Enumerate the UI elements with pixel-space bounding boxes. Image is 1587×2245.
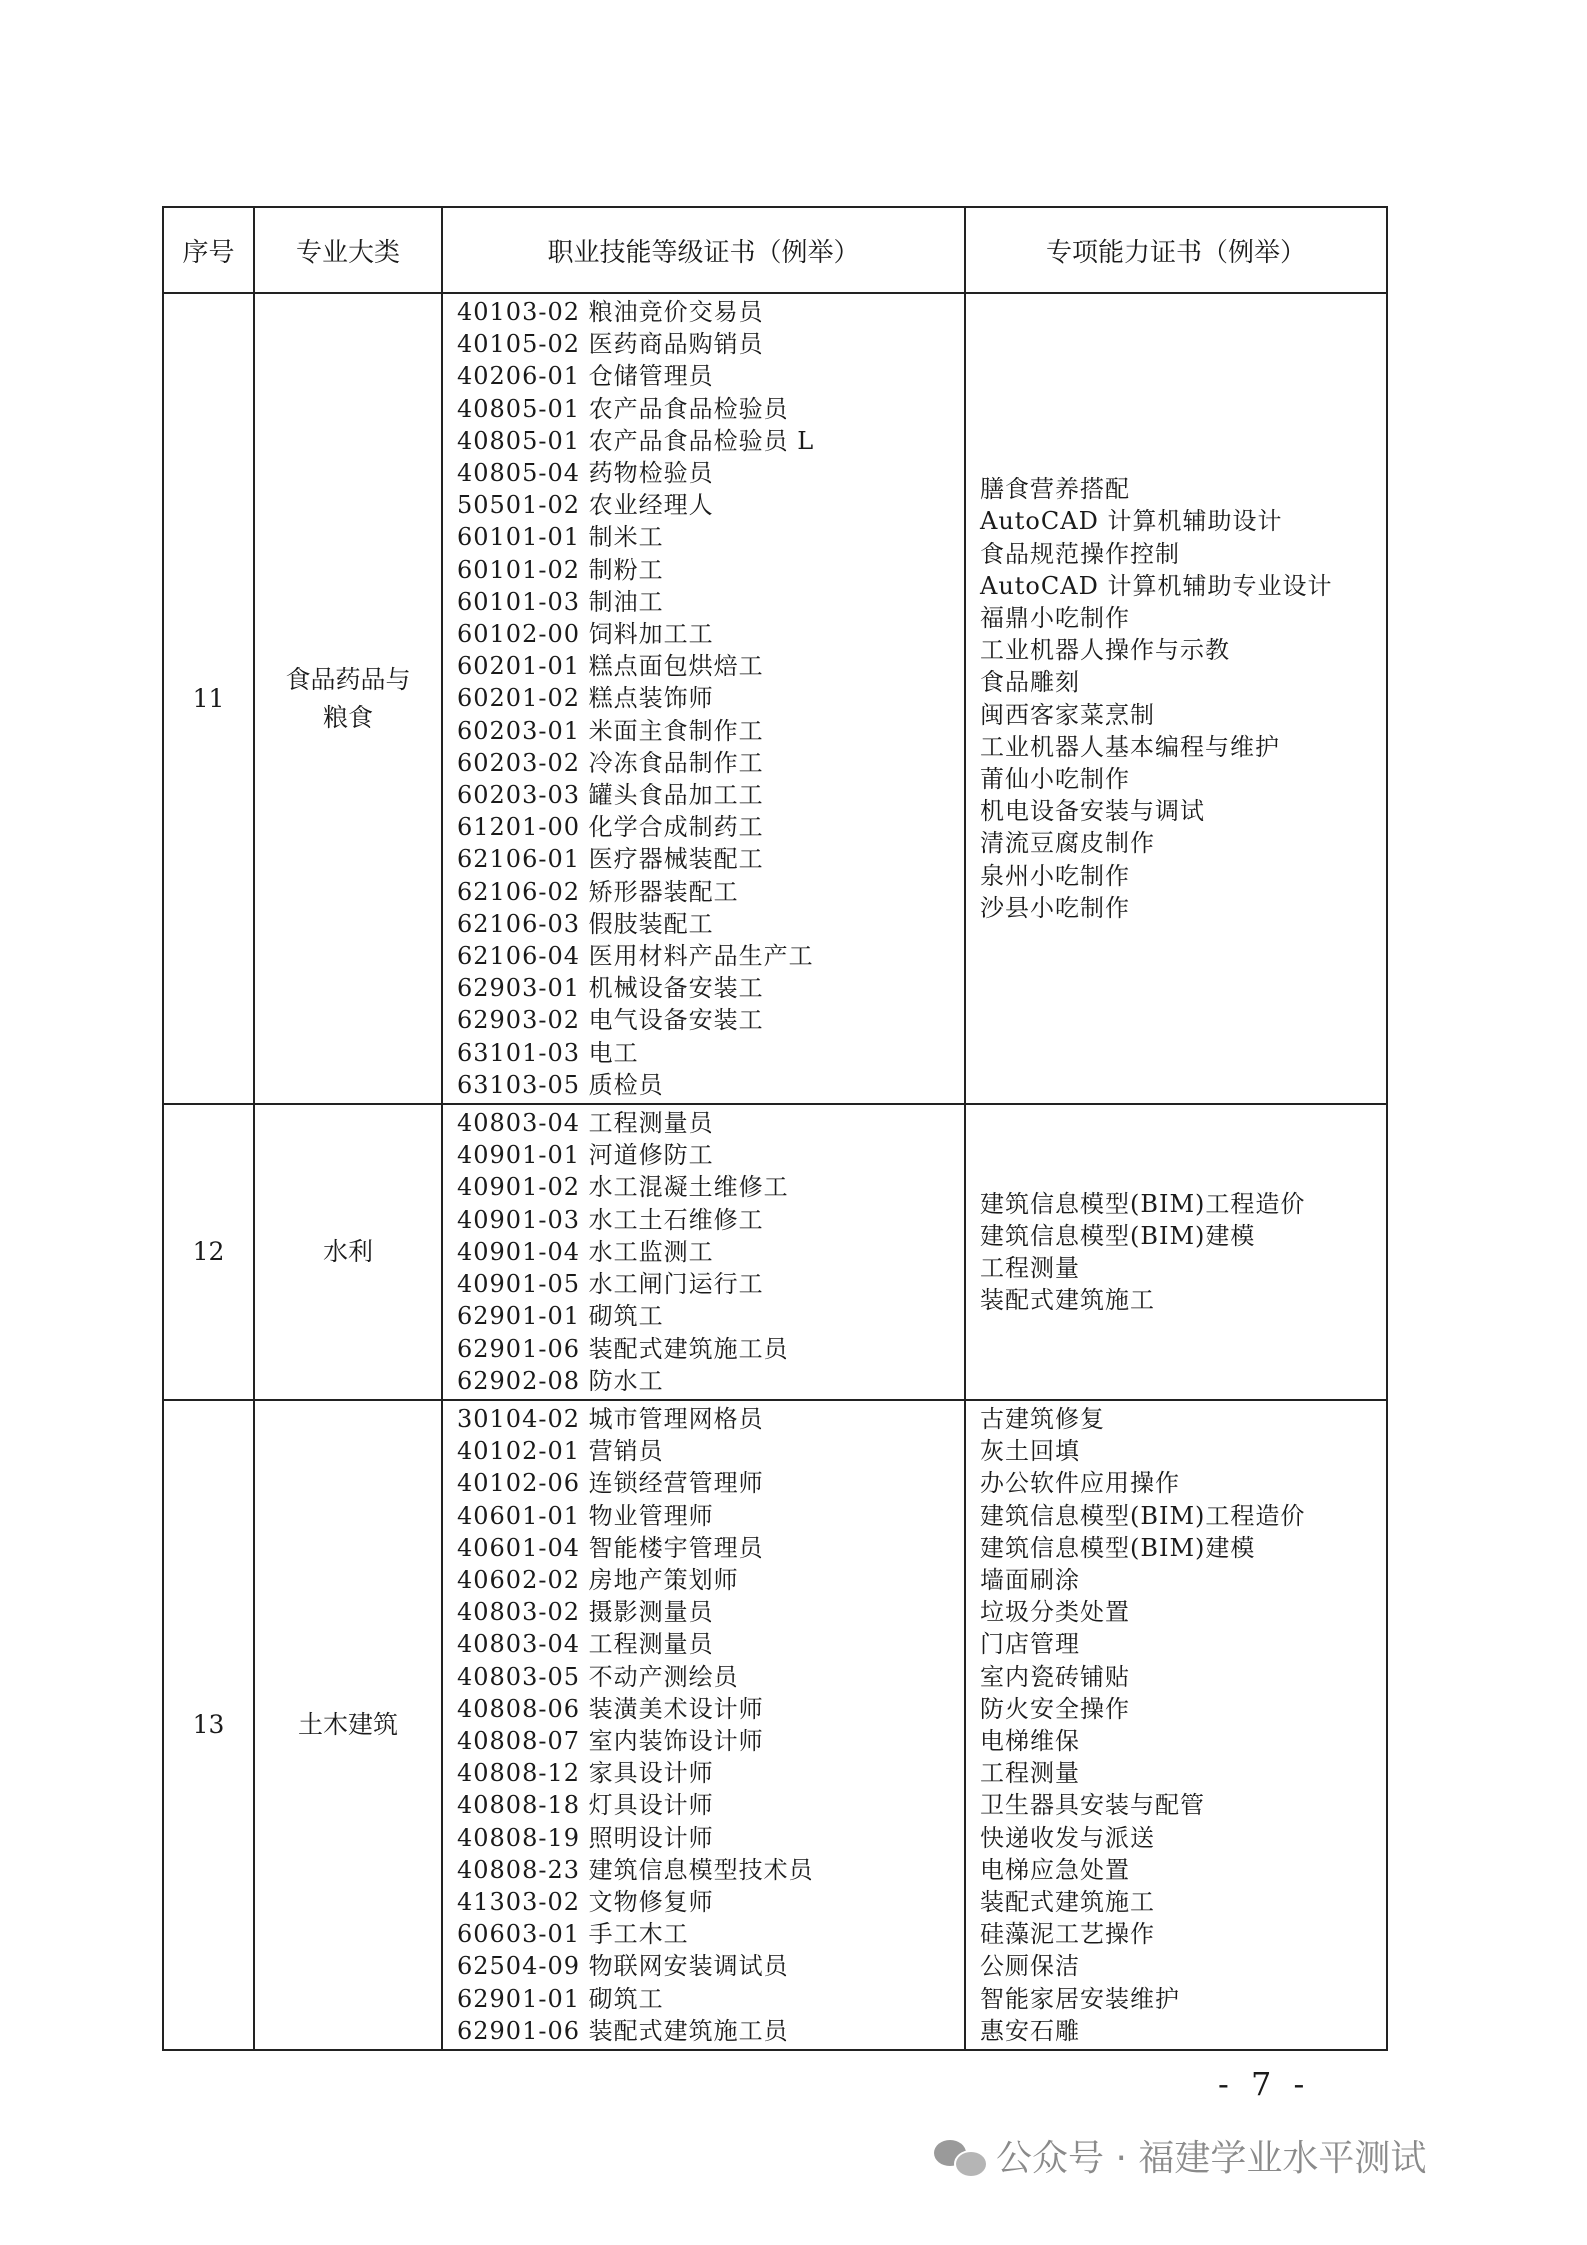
vocational-cert-item: 40601-04 智能楼宇管理员	[457, 1533, 764, 1562]
vocational-cert-item: 62106-04 医用材料产品生产工	[457, 942, 814, 971]
vocational-cert-item: 62504-09 物联网安装调试员	[457, 1952, 789, 1981]
vocational-cert-item: 60102-00 饲料加工工	[457, 620, 714, 649]
certificate-table-container	[162, 206, 1386, 2051]
special-cert-item: 福鼎小吃制作	[980, 603, 1130, 632]
special-cert-item: 灰土回填	[980, 1437, 1080, 1466]
special-cert-item: 电梯维保	[980, 1726, 1080, 1755]
vocational-cert-item: 40808-12 家具设计师	[457, 1759, 714, 1788]
row-category: 水利	[254, 1104, 442, 1400]
row-category: 土木建筑	[254, 1400, 442, 2050]
header-index: 序号	[163, 207, 254, 293]
special-cert-item: 食品规范操作控制	[980, 539, 1180, 568]
special-cert-item: 建筑信息模型(BIM)建模	[980, 1533, 1256, 1562]
special-cert-cell	[965, 1104, 1387, 1400]
table-row	[163, 1400, 1387, 2050]
header-vocational-cert: 职业技能等级证书（例举）	[442, 207, 965, 293]
row-index: 11	[163, 293, 254, 1104]
vocational-cert-item: 61201-00 化学合成制药工	[457, 813, 764, 842]
vocational-cert-item: 40901-04 水工监测工	[457, 1237, 714, 1266]
special-cert-item: 建筑信息模型(BIM)建模	[980, 1221, 1256, 1250]
special-cert-item: 膳食营养搭配	[980, 475, 1130, 504]
special-cert-item: 工业机器人操作与示教	[980, 636, 1230, 665]
vocational-cert-item: 40803-04 工程测量员	[457, 1109, 714, 1138]
special-cert-item: 电梯应急处置	[980, 1855, 1130, 1884]
vocational-cert-item: 40808-18 灯具设计师	[457, 1791, 714, 1820]
watermark-text: 公众号 · 福建学业水平测试	[996, 2138, 1427, 2179]
special-cert-item: 防火安全操作	[980, 1694, 1130, 1723]
vocational-cert-item: 62901-01 砌筑工	[457, 1984, 664, 2013]
special-cert-item: 硅藻泥工艺操作	[980, 1920, 1155, 1949]
row-category: 食品药品与 粮食	[254, 293, 442, 1104]
vocational-cert-item: 60603-01 手工木工	[457, 1920, 689, 1949]
special-cert-item: 食品雕刻	[980, 668, 1080, 697]
special-cert-item: 惠安石雕	[980, 2016, 1080, 2045]
special-cert-item: 门店管理	[980, 1630, 1080, 1659]
vocational-cert-cell	[442, 1104, 965, 1400]
vocational-cert-item: 40808-19 照明设计师	[457, 1823, 714, 1852]
special-cert-item: 公厕保洁	[980, 1952, 1080, 1981]
vocational-cert-item: 62903-01 机械设备安装工	[457, 974, 764, 1003]
vocational-cert-item: 62903-02 电气设备安装工	[457, 1006, 764, 1035]
header-special-cert: 专项能力证书（例举）	[965, 207, 1387, 293]
vocational-cert-item: 40805-04 药物检验员	[457, 459, 714, 488]
vocational-cert-cell	[442, 293, 965, 1104]
special-cert-item: 机电设备安装与调试	[980, 797, 1205, 826]
vocational-cert-item: 40803-04 工程测量员	[457, 1630, 714, 1659]
vocational-cert-item: 40803-05 不动产测绘员	[457, 1662, 739, 1691]
vocational-cert-item: 40808-23 建筑信息模型技术员	[457, 1855, 814, 1884]
vocational-cert-item: 62901-06 装配式建筑施工员	[457, 1334, 789, 1363]
vocational-cert-item: 30104-02 城市管理网格员	[457, 1404, 764, 1433]
watermark	[934, 2130, 1426, 2181]
vocational-cert-item: 40901-02 水工混凝土维修工	[457, 1173, 789, 1202]
vocational-cert-cell	[442, 1400, 965, 2050]
special-cert-item: 智能家居安装维护	[980, 1984, 1180, 2013]
vocational-cert-item: 40102-06 连锁经营管理师	[457, 1469, 764, 1498]
vocational-cert-item: 60203-03 罐头食品加工工	[457, 781, 764, 810]
vocational-cert-item: 40102-01 营销员	[457, 1437, 664, 1466]
special-cert-cell	[965, 293, 1387, 1104]
table-header-row	[163, 207, 1387, 293]
special-cert-item: 工业机器人基本编程与维护	[980, 732, 1280, 761]
special-cert-item: 沙县小吃制作	[980, 893, 1130, 922]
vocational-cert-item: 40206-01 仓储管理员	[457, 362, 714, 391]
special-cert-item: 卫生器具安装与配管	[980, 1791, 1205, 1820]
vocational-cert-item: 50501-02 农业经理人	[457, 491, 714, 520]
header-category: 专业大类	[254, 207, 442, 293]
vocational-cert-item: 40805-01 农产品食品检验员 L	[457, 426, 815, 455]
vocational-cert-item: 40602-02 房地产策划师	[457, 1565, 739, 1594]
row-index: 13	[163, 1400, 254, 2050]
vocational-cert-item: 60203-01 米面主食制作工	[457, 716, 764, 745]
special-cert-item: 装配式建筑施工	[980, 1887, 1155, 1916]
page-number: - 7 -	[1218, 2065, 1311, 2103]
special-cert-item: 室内瓷砖铺贴	[980, 1662, 1130, 1691]
vocational-cert-item: 60101-03 制油工	[457, 587, 664, 616]
special-cert-item: 清流豆腐皮制作	[980, 829, 1155, 858]
vocational-cert-item: 40901-01 河道修防工	[457, 1141, 714, 1170]
table-row	[163, 1104, 1387, 1400]
vocational-cert-item: 40103-02 粮油竞价交易员	[457, 298, 764, 326]
special-cert-item: 工程测量	[980, 1253, 1080, 1282]
vocational-cert-item: 60101-02 制粉工	[457, 555, 664, 584]
certificate-table	[162, 206, 1388, 2051]
vocational-cert-item: 40808-06 装潢美术设计师	[457, 1694, 764, 1723]
vocational-cert-item: 62106-02 矫形器装配工	[457, 877, 739, 906]
row-index: 12	[163, 1104, 254, 1400]
vocational-cert-item: 60101-01 制米工	[457, 523, 664, 552]
special-cert-item: 建筑信息模型(BIM)工程造价	[980, 1501, 1306, 1530]
vocational-cert-item: 63101-03 电工	[457, 1038, 639, 1067]
vocational-cert-item: 60201-01 糕点面包烘焙工	[457, 652, 764, 681]
vocational-cert-item: 62901-01 砌筑工	[457, 1302, 664, 1331]
special-cert-item: 办公软件应用操作	[980, 1469, 1180, 1498]
vocational-cert-item: 40901-03 水工土石维修工	[457, 1205, 764, 1234]
special-cert-item: 闽西客家菜烹制	[980, 700, 1155, 729]
special-cert-item: 建筑信息模型(BIM)工程造价	[980, 1189, 1306, 1218]
wechat-icon	[934, 2136, 986, 2176]
vocational-cert-item: 63103-05 质检员	[457, 1070, 664, 1099]
special-cert-item: 快递收发与派送	[980, 1823, 1155, 1852]
vocational-cert-item: 40601-01 物业管理师	[457, 1501, 714, 1530]
special-cert-item: 垃圾分类处置	[980, 1598, 1130, 1627]
vocational-cert-item: 41303-02 文物修复师	[457, 1887, 714, 1916]
table-row	[163, 293, 1387, 1104]
special-cert-item: 墙面刷涂	[980, 1565, 1080, 1594]
vocational-cert-item: 62106-01 医疗器械装配工	[457, 845, 764, 874]
special-cert-item: 装配式建筑施工	[980, 1286, 1155, 1315]
vocational-cert-item: 40803-02 摄影测量员	[457, 1598, 714, 1627]
vocational-cert-item: 62106-03 假肢装配工	[457, 909, 714, 938]
vocational-cert-item: 40901-05 水工闸门运行工	[457, 1270, 764, 1299]
special-cert-item: 工程测量	[980, 1759, 1080, 1788]
special-cert-cell	[965, 1400, 1387, 2050]
special-cert-item: AutoCAD 计算机辅助设计	[980, 507, 1283, 536]
special-cert-item: 莆仙小吃制作	[980, 764, 1130, 793]
special-cert-item: AutoCAD 计算机辅助专业设计	[980, 571, 1333, 600]
vocational-cert-item: 40805-01 农产品食品检验员	[457, 394, 789, 423]
vocational-cert-item: 62901-06 装配式建筑施工员	[457, 2016, 789, 2045]
vocational-cert-item: 62902-08 防水工	[457, 1366, 664, 1395]
vocational-cert-item: 60201-02 糕点装饰师	[457, 684, 714, 713]
vocational-cert-item: 40808-07 室内装饰设计师	[457, 1726, 764, 1755]
vocational-cert-item: 60203-02 冷冻食品制作工	[457, 748, 764, 777]
special-cert-item: 古建筑修复	[980, 1404, 1105, 1433]
special-cert-item: 泉州小吃制作	[980, 861, 1130, 890]
vocational-cert-item: 40105-02 医药商品购销员	[457, 330, 764, 359]
